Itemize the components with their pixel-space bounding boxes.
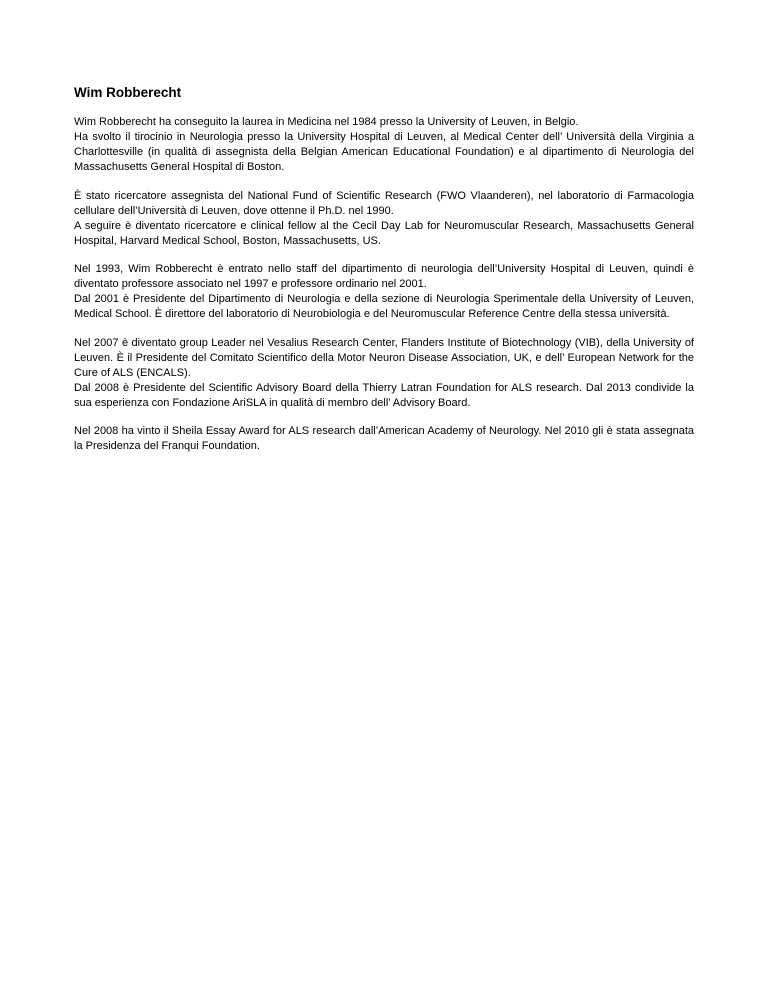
- paragraph-leadership: [74, 336, 694, 411]
- paragraph-education: [74, 115, 694, 175]
- paragraph-line: È stato ricercatore assegnista del National Fund of Scientific Research (FWO Vlaanderen), nel laboratorio di Farmacologia cellulare dell’Università di Leuven, dove ottenne il Ph.D. nel 1990.: [74, 189, 694, 217]
- paragraph-line: Wim Robberecht ha conseguito la laurea in Medicina nel 1984 presso la University of Leuven, in Belgio.: [74, 116, 579, 128]
- paragraph-line: Nel 2007 è diventato group Leader nel Vesalius Research Center, Flanders Institute of Biotechnology (VIB), della University of Leuven. È il Presidente del Comitato Scientifico della Motor Neuron Disease Association, UK, e dell’ European Network for the Cure of ALS (ENCALS).: [74, 336, 694, 379]
- paragraph-line: A seguire è diventato ricercatore e clinical fellow al the Cecil Day Lab for Neuromuscular Research, Massachusetts General Hospital, Harvard Medical School, Boston, Massachusetts, US.: [74, 219, 694, 247]
- paragraph-research: [74, 189, 694, 249]
- document-title: Wim Robberecht: [74, 85, 182, 100]
- paragraph-line: Nel 1993, Wim Robberecht è entrato nello staff del dipartimento di neurologia dell’University Hospital di Leuven, quindi è diventato professore associato nel 1997 e professore ordinario nel 2001.: [74, 263, 694, 290]
- paragraph-line: Dal 2001 è Presidente del Dipartimento di Neurologia e della sezione di Neurologia Sperimentale della University of Leuven, Medical School. È direttore del laboratorio di Neurobiologia e del Neuromuscular Reference Centre della stessa università.: [74, 293, 694, 320]
- paragraph-line: Ha svolto il tirocinio in Neurologia presso la University Hospital di Leuven, al Medical Center dell’ Università della Virginia a Charlottesville (in qualità di assegnista della Belgian American Educational Foundation) e al dipartimento di Neurologia del Massachusetts General Hospital di Boston.: [74, 131, 694, 173]
- paragraph-line: Dal 2008 è Presidente del Scientific Advisory Board della Thierry Latran Foundation for ALS research. Dal 2013 condivide la sua esperienza con Fondazione AriSLA in qualità di membro dell’ Advisory Board.: [74, 381, 694, 409]
- paragraph-awards: [74, 424, 694, 454]
- paragraph-line: Nel 2008 ha vinto il Sheila Essay Award for ALS research dall’American Academy of Neurology. Nel 2010 gli è stata assegnata la Presidenza del Franqui Foundation.: [74, 425, 694, 452]
- document-page: [74, 84, 694, 468]
- paragraph-career: [74, 262, 694, 322]
